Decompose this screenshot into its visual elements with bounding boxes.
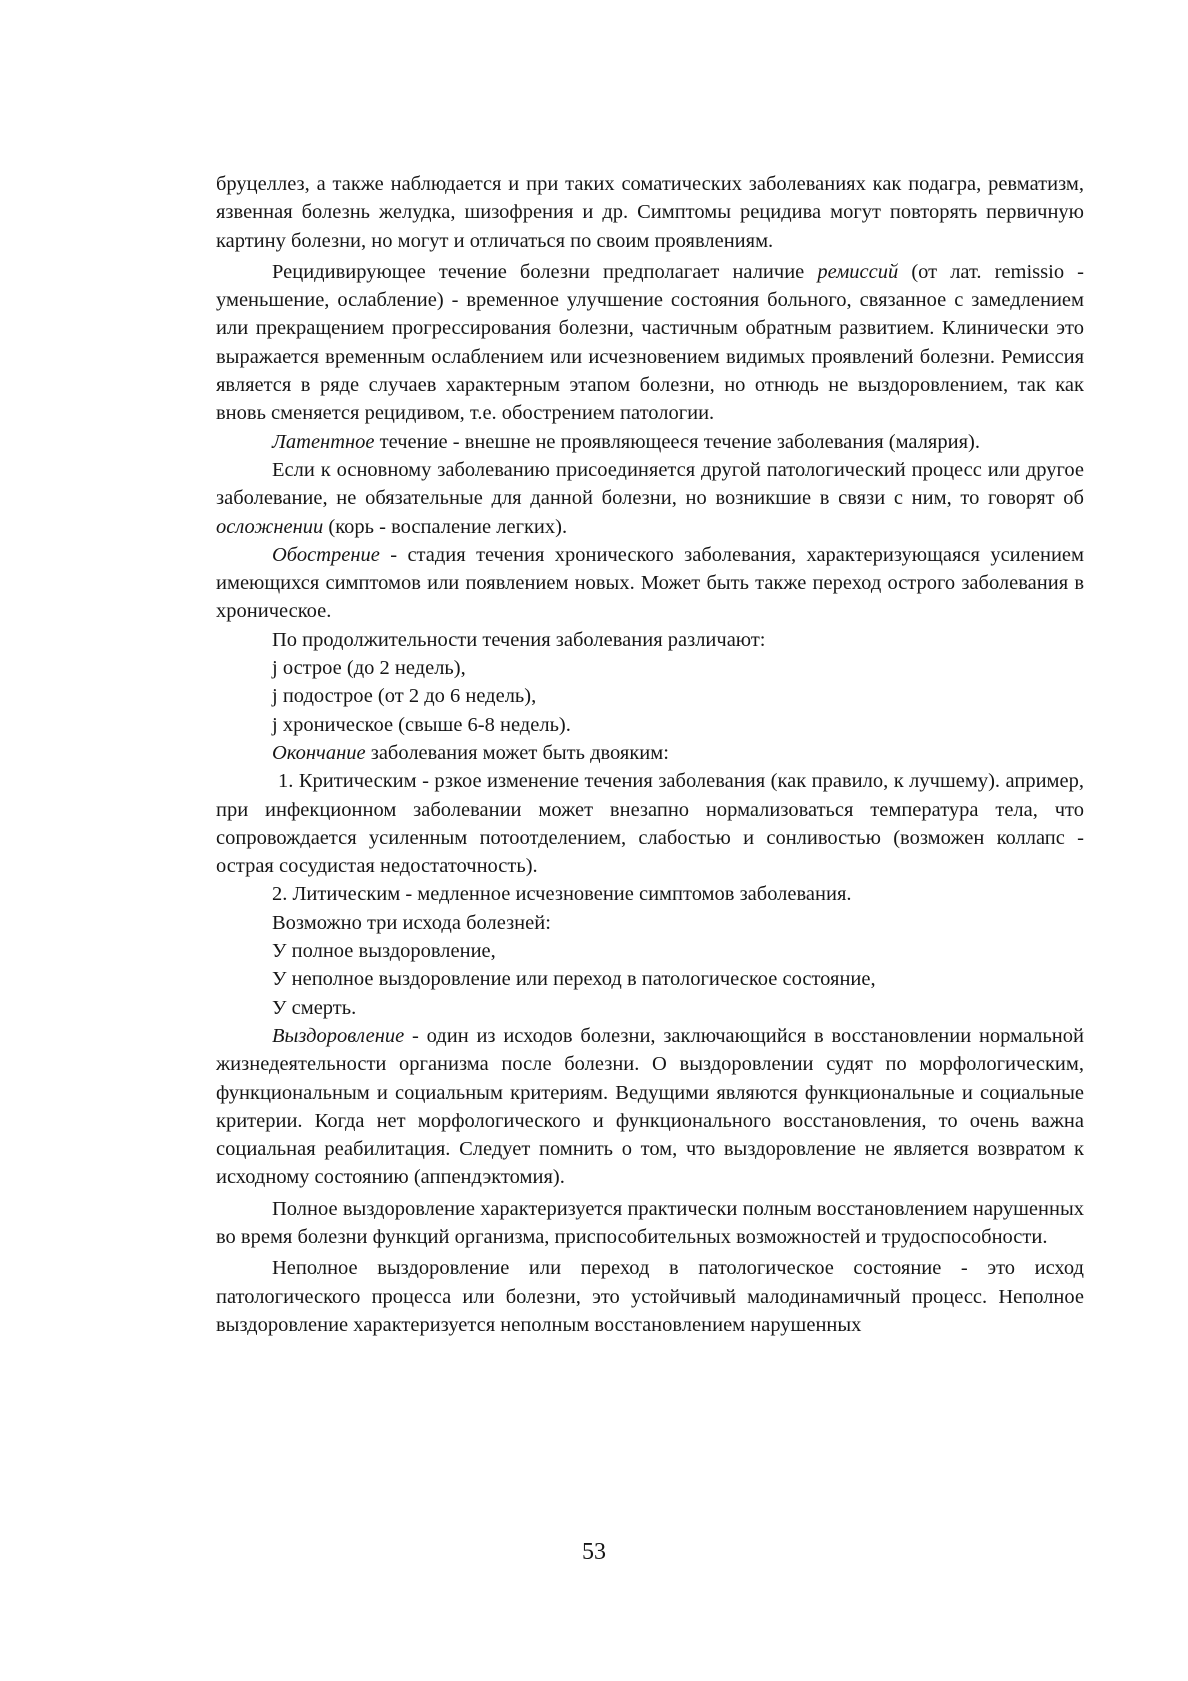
paragraph-critical (216, 767, 1084, 880)
paragraph-full-recovery (216, 1195, 1084, 1252)
term-ending: Окончание (272, 741, 366, 764)
list-item-text: j подострое (от 2 до 6 недель), (272, 685, 537, 708)
paragraph-text: По продолжительности течения заболевания различают: (272, 628, 766, 651)
paragraph-ending (216, 739, 1084, 767)
paragraph-text: 2. Литическим - медленное исчезновение симптомов заболевания. (272, 883, 852, 906)
paragraph-text: Неполное выздоровление или переход в патологическое состояние - это исход патологического процесса или болезни, это устойчивый малодинамичный процесс. Неполное выздоровление характеризуется неполным восстановлением нарушенных (216, 1257, 1084, 1336)
term-complication: осложнении (216, 515, 324, 538)
paragraph-text: (от лат. remissio - уменьшение, ослабление) - временное улучшение состояния больного, связанное с замедлением или прекращением прогрессирования болезни, частичным обратным развитием. Клинически это выражается временным ослаблением или исчезновением видимых проявлений болезни. Ремиссия является в ряде случаев характерным этапом болезни, но отнюдь не выздоровлением, так как вновь сменяется рецидивом, т.е. обострением патологии. (216, 260, 1084, 425)
term-remissions: ремиссий (817, 260, 899, 283)
list-item-text: У неполное выздоровление или переход в патологическое состояние, (272, 968, 876, 991)
list-item-acute (216, 654, 1084, 682)
term-exacerbation: Обострение (272, 543, 380, 566)
main-text (216, 170, 1084, 1339)
list-item-text: j острое (до 2 недель), (272, 657, 466, 680)
list-item-chronic (216, 711, 1084, 739)
list-item-death (216, 994, 1084, 1022)
paragraph-latent (216, 428, 1084, 456)
paragraph-text: заболевания может быть двояким: (365, 741, 669, 764)
paragraph-duration-intro (216, 626, 1084, 654)
paragraph-text: бруцеллез, а также наблюдается и при таких соматических заболеваниях как подагра, ревматизм, язвенная болезнь желудка, шизофрения и др. Симптомы рецидива могут повторять первичную картину болезни, но могут и отличаться по своим проявлениям. (216, 173, 1084, 252)
paragraph-text: (корь - воспаление легких). (323, 515, 568, 538)
paragraph-text: Полное выздоровление характеризуется практически полным восстановлением нарушенных во время болезни функций организма, приспособительных возможностей и трудоспособности. (216, 1197, 1084, 1248)
paragraph-remissions (216, 258, 1084, 428)
paragraph-text: Если к основному заболеванию присоединяется другой патологический процесс или другое заболевание, не обязательные для данной болезни, но возникшие в связи с ним, то говорят об (216, 458, 1084, 510)
list-item-text: У полное выздоровление, (272, 940, 496, 963)
list-item-text: j хроническое (свыше 6-8 недель). (272, 713, 571, 736)
paragraph-text: - один из исходов болезни, заключающийся в восстановлении нормальной жизнедеятельности организма после болезни. О выздоровлении судят по морфологическим, функциональным и социальным критериям. Ведущими являются функциональные и социальные критерии. Когда нет морфологического и функционального восстановления, то очень важна социальная реабилитация. Следует помнить о том, что выздоровление не является возвратом к исходному состоянию (аппендэктомия). (216, 1024, 1084, 1189)
paragraph-lytic (216, 880, 1084, 908)
list-item-partial-recovery (216, 965, 1084, 993)
list-item-subacute (216, 682, 1084, 710)
term-recovery: Выздоровление (272, 1024, 405, 1047)
list-item-full-recovery (216, 937, 1084, 965)
term-latent: Латентное (272, 430, 375, 453)
paragraph-text: 1. Критическим - рзкое изменение течения заболевания (как правило, к лучшему). апример, при инфекционном заболевании может внезапно нормализоваться температура тела, что сопровождается усиленным потоотделением, слабостью и сонливостью (возможен коллапс - острая сосудистая недостаточность). (216, 770, 1084, 878)
page-number: 53 (582, 1539, 606, 1565)
paragraph-brucellosis (216, 170, 1084, 255)
paragraph-exacerbation (216, 541, 1084, 626)
list-item-text: У смерть. (272, 996, 357, 1019)
paragraph-text: течение - внешне не проявляющееся течение заболевания (малярия). (374, 430, 980, 453)
paragraph-recovery (216, 1022, 1084, 1192)
paragraph-text: - стадия течения хронического заболевания, характеризующаяся усилением имеющихся симптомов или появлением новых. Может быть также переход острого заболевания в хроническое. (216, 543, 1084, 623)
paragraph-text: Возможно три исхода болезней: (272, 911, 551, 934)
paragraph-complication (216, 456, 1084, 541)
paragraph-partial-recovery (216, 1254, 1084, 1339)
paragraph-text: Рецидивирующее течение болезни предполагает наличие (272, 260, 818, 283)
paragraph-outcomes-intro (216, 909, 1084, 937)
